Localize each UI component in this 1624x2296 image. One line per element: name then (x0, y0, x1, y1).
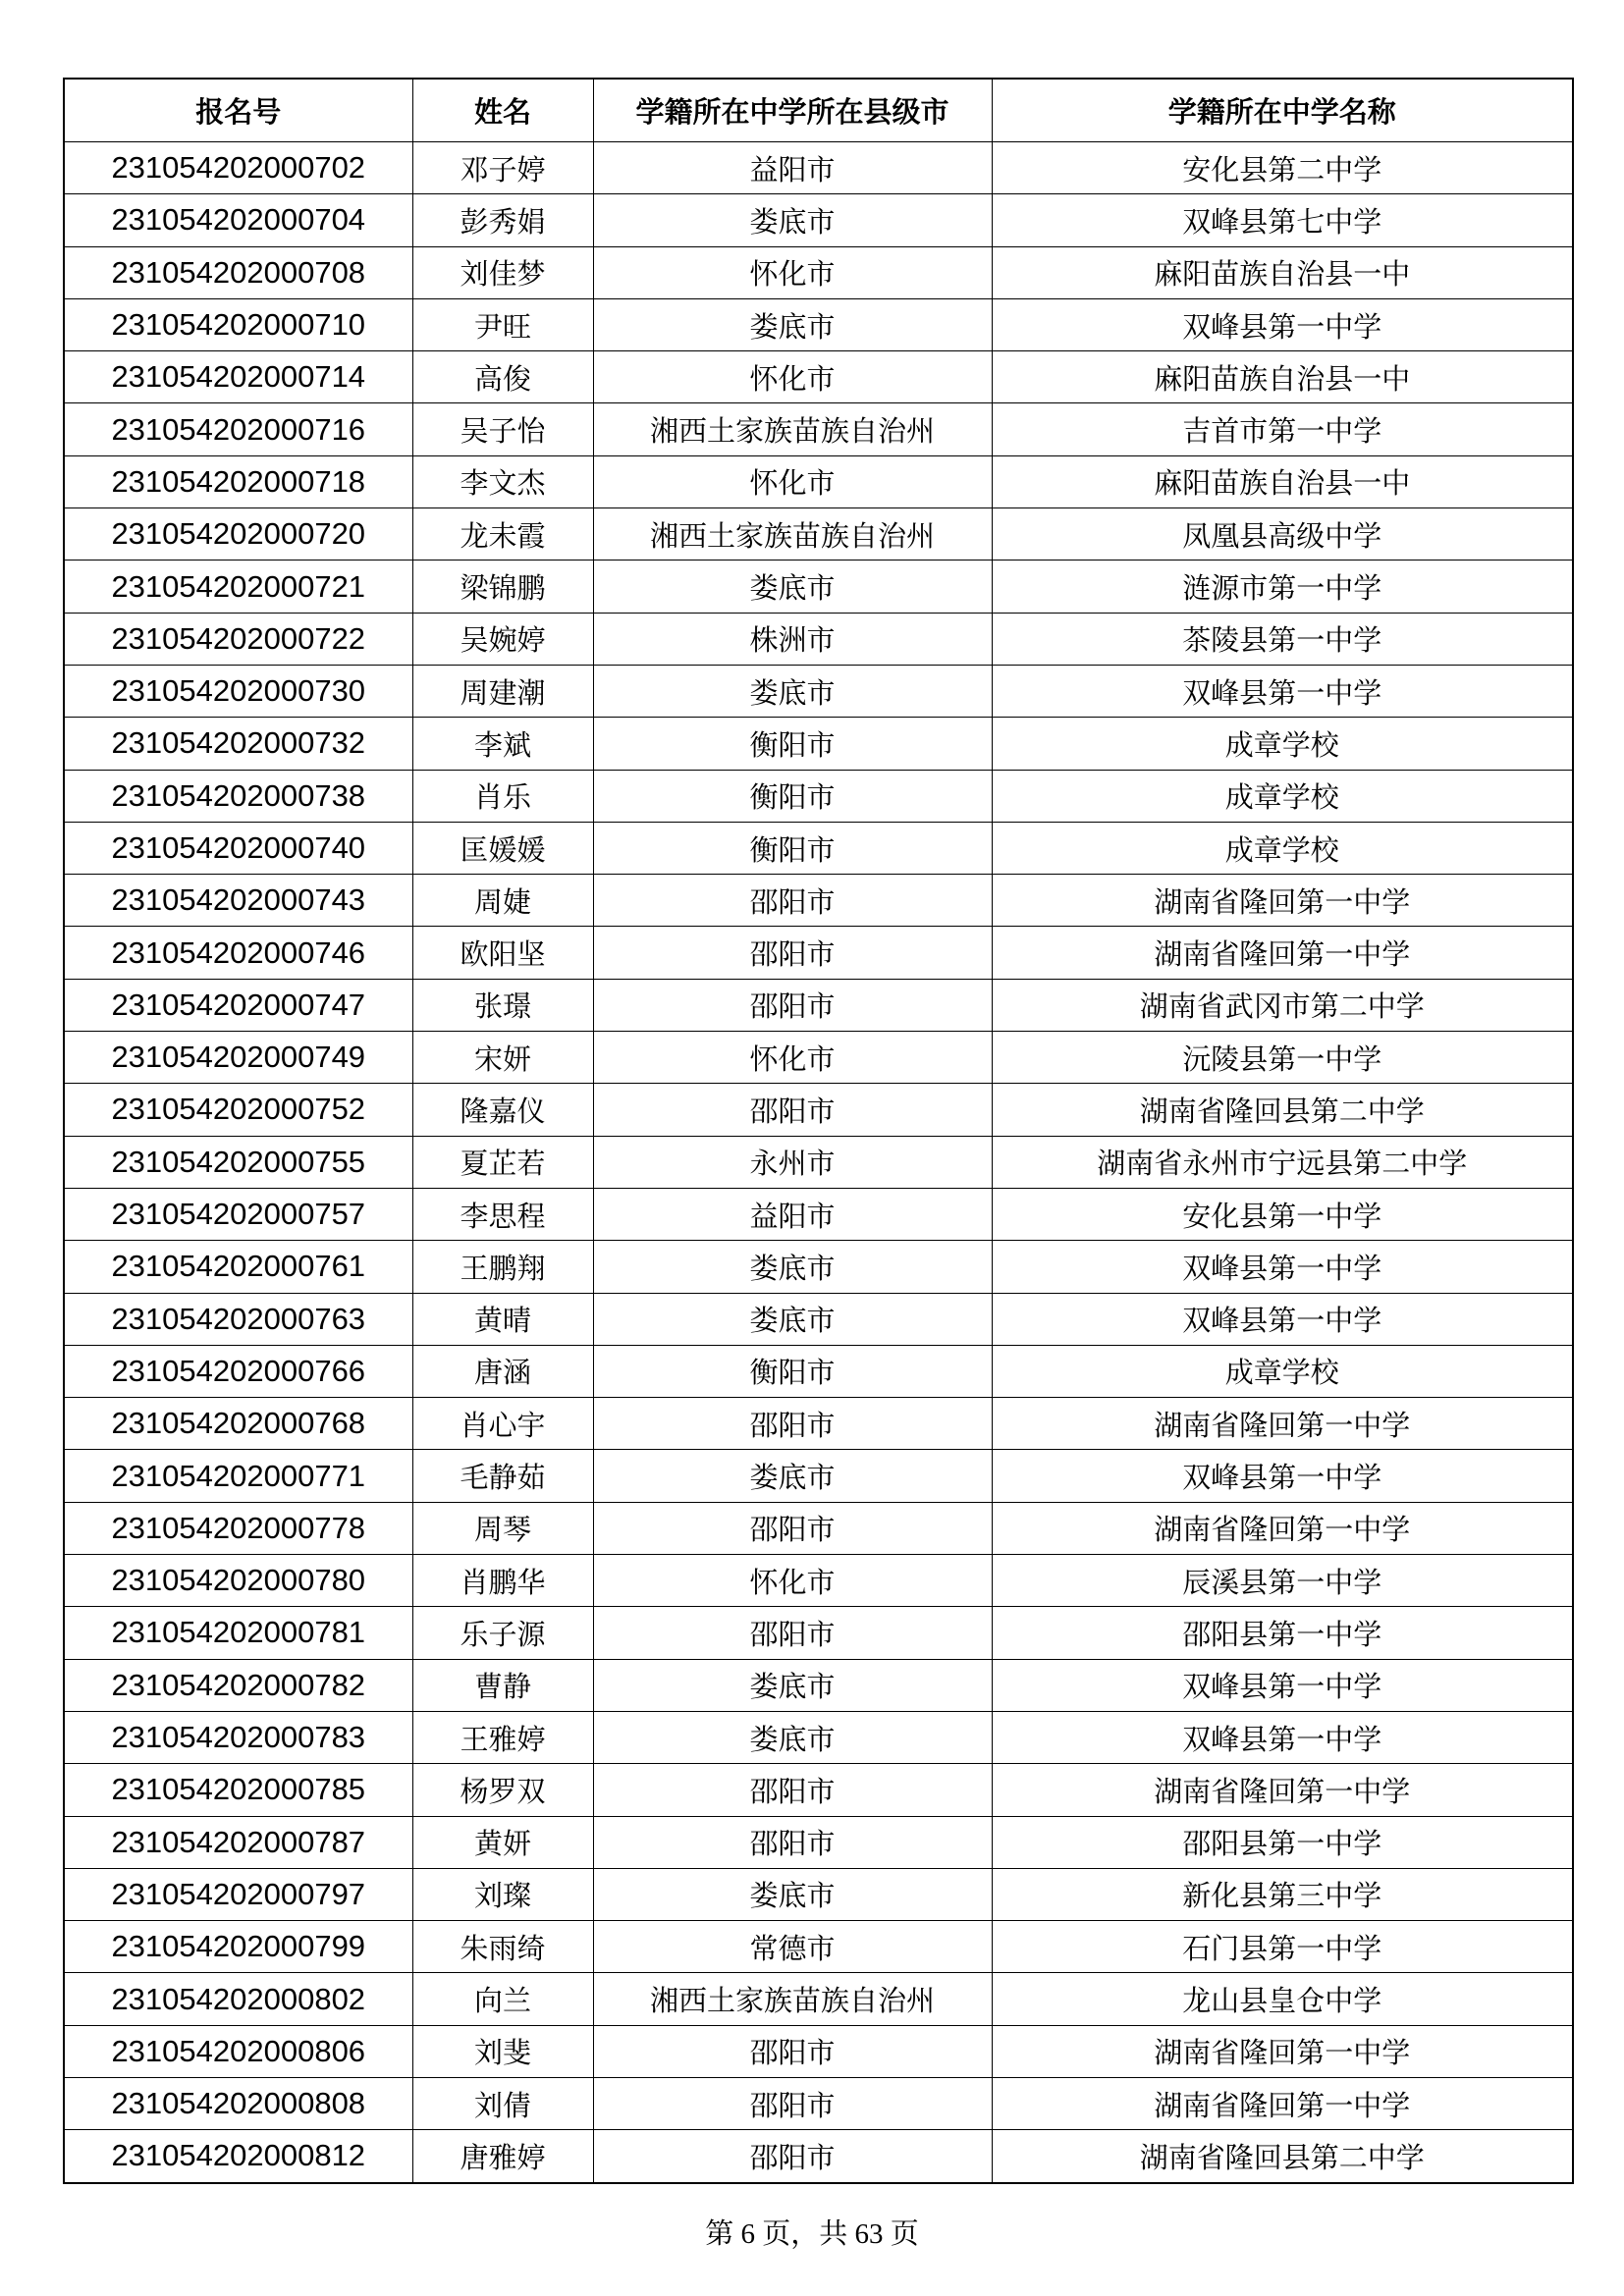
registration-number-cell: 231054202000702 (64, 142, 412, 194)
school-name-cell: 茶陵县第一中学 (992, 613, 1573, 665)
school-name-cell: 双峰县第一中学 (992, 298, 1573, 350)
registration-number-cell: 231054202000752 (64, 1084, 412, 1136)
school-city-cell: 株洲市 (593, 613, 992, 665)
school-name-cell: 双峰县第一中学 (992, 1711, 1573, 1763)
registration-number-cell: 231054202000778 (64, 1502, 412, 1554)
school-name-cell: 邵阳县第一中学 (992, 1816, 1573, 1868)
school-city-cell: 湘西土家族苗族自治州 (593, 403, 992, 455)
school-city-cell: 邵阳市 (593, 875, 992, 927)
registration-number-cell: 231054202000768 (64, 1398, 412, 1450)
school-name-cell: 湖南省隆回第一中学 (992, 1398, 1573, 1450)
table-row (64, 455, 1573, 507)
registration-number-cell: 231054202000708 (64, 246, 412, 298)
school-name-cell: 湖南省隆回第一中学 (992, 2025, 1573, 2077)
registration-number-cell: 231054202000806 (64, 2025, 412, 2077)
header-registration-number: 报名号 (64, 79, 412, 142)
table-row (64, 2025, 1573, 2077)
registration-number-cell: 231054202000808 (64, 2077, 412, 2129)
student-name-cell: 向兰 (412, 1973, 593, 2025)
school-city-cell: 娄底市 (593, 665, 992, 717)
table-row (64, 1084, 1573, 1136)
student-name-cell: 唐雅婷 (412, 2130, 593, 2183)
student-name-cell: 夏芷若 (412, 1136, 593, 1188)
table-row (64, 1345, 1573, 1397)
table-row (64, 1241, 1573, 1293)
table-header (64, 79, 1573, 142)
school-name-cell: 新化县第三中学 (992, 1868, 1573, 1920)
school-name-cell: 成章学校 (992, 718, 1573, 770)
student-name-cell: 龙未霞 (412, 508, 593, 561)
school-name-cell: 湖南省武冈市第二中学 (992, 979, 1573, 1031)
table-row (64, 1973, 1573, 2025)
school-city-cell: 常德市 (593, 1921, 992, 1973)
table-row (64, 298, 1573, 350)
school-name-cell: 麻阳苗族自治县一中 (992, 246, 1573, 298)
student-name-cell: 梁锦鹏 (412, 561, 593, 613)
roster-table (63, 78, 1574, 2184)
registration-number-cell: 231054202000722 (64, 613, 412, 665)
header-school-city: 学籍所在中学所在县级市 (593, 79, 992, 142)
table-row (64, 927, 1573, 979)
student-name-cell: 邓子婷 (412, 142, 593, 194)
school-city-cell: 娄底市 (593, 194, 992, 246)
table-row (64, 1868, 1573, 1920)
school-name-cell: 双峰县第七中学 (992, 194, 1573, 246)
school-city-cell: 湘西土家族苗族自治州 (593, 1973, 992, 2025)
school-name-cell: 邵阳县第一中学 (992, 1607, 1573, 1659)
registration-number-cell: 231054202000710 (64, 298, 412, 350)
school-city-cell: 怀化市 (593, 351, 992, 403)
school-name-cell: 湖南省隆回县第二中学 (992, 1084, 1573, 1136)
student-name-cell: 刘斐 (412, 2025, 593, 2077)
registration-number-cell: 231054202000738 (64, 770, 412, 822)
student-name-cell: 周琴 (412, 1502, 593, 1554)
student-name-cell: 匡媛媛 (412, 822, 593, 874)
registration-number-cell: 231054202000780 (64, 1555, 412, 1607)
table-row (64, 561, 1573, 613)
student-name-cell: 刘倩 (412, 2077, 593, 2129)
table-row (64, 2077, 1573, 2129)
table-row (64, 1555, 1573, 1607)
student-name-cell: 李文杰 (412, 455, 593, 507)
registration-number-cell: 231054202000766 (64, 1345, 412, 1397)
table-row (64, 1136, 1573, 1188)
student-name-cell: 彭秀娟 (412, 194, 593, 246)
table-row (64, 979, 1573, 1031)
school-city-cell: 娄底市 (593, 561, 992, 613)
table-row (64, 1607, 1573, 1659)
school-city-cell: 怀化市 (593, 246, 992, 298)
student-name-cell: 肖鹏华 (412, 1555, 593, 1607)
school-name-cell: 成章学校 (992, 1345, 1573, 1397)
school-name-cell: 双峰县第一中学 (992, 1450, 1573, 1502)
table-row (64, 1659, 1573, 1711)
school-city-cell: 永州市 (593, 1136, 992, 1188)
student-name-cell: 肖心宇 (412, 1398, 593, 1450)
student-name-cell: 王雅婷 (412, 1711, 593, 1763)
school-city-cell: 娄底市 (593, 298, 992, 350)
table-row (64, 1032, 1573, 1084)
school-city-cell: 邵阳市 (593, 1816, 992, 1868)
school-name-cell: 凤凰县高级中学 (992, 508, 1573, 561)
student-name-cell: 王鹏翔 (412, 1241, 593, 1293)
school-name-cell: 湖南省隆回第一中学 (992, 875, 1573, 927)
student-name-cell: 毛静茹 (412, 1450, 593, 1502)
registration-number-cell: 231054202000730 (64, 665, 412, 717)
student-name-cell: 吴婉婷 (412, 613, 593, 665)
registration-number-cell: 231054202000757 (64, 1188, 412, 1240)
registration-number-cell: 231054202000799 (64, 1921, 412, 1973)
page-footer: 第 6 页，共 63 页 (705, 2218, 919, 2250)
school-city-cell: 益阳市 (593, 142, 992, 194)
student-name-cell: 唐涵 (412, 1345, 593, 1397)
school-name-cell: 成章学校 (992, 770, 1573, 822)
registration-number-cell: 231054202000785 (64, 1764, 412, 1816)
student-name-cell: 杨罗双 (412, 1764, 593, 1816)
header-row (64, 79, 1573, 142)
school-name-cell: 湖南省隆回第一中学 (992, 1764, 1573, 1816)
registration-number-cell: 231054202000761 (64, 1241, 412, 1293)
registration-number-cell: 231054202000732 (64, 718, 412, 770)
school-city-cell: 衡阳市 (593, 1345, 992, 1397)
school-city-cell: 怀化市 (593, 1555, 992, 1607)
table-row (64, 246, 1573, 298)
school-name-cell: 沅陵县第一中学 (992, 1032, 1573, 1084)
table-row (64, 1921, 1573, 1973)
school-name-cell: 湖南省永州市宁远县第二中学 (992, 1136, 1573, 1188)
table-row (64, 1293, 1573, 1345)
registration-number-cell: 231054202000782 (64, 1659, 412, 1711)
school-name-cell: 龙山县皇仓中学 (992, 1973, 1573, 2025)
school-name-cell: 安化县第二中学 (992, 142, 1573, 194)
student-name-cell: 尹旺 (412, 298, 593, 350)
school-city-cell: 衡阳市 (593, 822, 992, 874)
school-city-cell: 邵阳市 (593, 1398, 992, 1450)
student-name-cell: 曹静 (412, 1659, 593, 1711)
student-name-cell: 朱雨绮 (412, 1921, 593, 1973)
registration-number-cell: 231054202000746 (64, 927, 412, 979)
registration-number-cell: 231054202000743 (64, 875, 412, 927)
school-city-cell: 娄底市 (593, 1659, 992, 1711)
school-city-cell: 邵阳市 (593, 979, 992, 1031)
school-city-cell: 娄底市 (593, 1293, 992, 1345)
registration-number-cell: 231054202000783 (64, 1711, 412, 1763)
student-name-cell: 黄晴 (412, 1293, 593, 1345)
table-row (64, 875, 1573, 927)
table-row (64, 194, 1573, 246)
header-name: 姓名 (412, 79, 593, 142)
school-city-cell: 娄底市 (593, 1450, 992, 1502)
school-city-cell: 衡阳市 (593, 718, 992, 770)
table-row (64, 403, 1573, 455)
table-row (64, 665, 1573, 717)
school-city-cell: 邵阳市 (593, 1764, 992, 1816)
registration-number-cell: 231054202000802 (64, 1973, 412, 2025)
student-name-cell: 隆嘉仪 (412, 1084, 593, 1136)
registration-number-cell: 231054202000781 (64, 1607, 412, 1659)
school-name-cell: 双峰县第一中学 (992, 1659, 1573, 1711)
student-name-cell: 黄妍 (412, 1816, 593, 1868)
student-name-cell: 欧阳坚 (412, 927, 593, 979)
school-city-cell: 怀化市 (593, 455, 992, 507)
table-row (64, 351, 1573, 403)
student-name-cell: 高俊 (412, 351, 593, 403)
school-city-cell: 娄底市 (593, 1868, 992, 1920)
school-name-cell: 涟源市第一中学 (992, 561, 1573, 613)
school-city-cell: 娄底市 (593, 1711, 992, 1763)
school-city-cell: 邵阳市 (593, 1084, 992, 1136)
registration-number-cell: 231054202000755 (64, 1136, 412, 1188)
school-name-cell: 安化县第一中学 (992, 1188, 1573, 1240)
school-name-cell: 辰溪县第一中学 (992, 1555, 1573, 1607)
table-row (64, 1816, 1573, 1868)
student-name-cell: 周婕 (412, 875, 593, 927)
table-row (64, 142, 1573, 194)
table-row (64, 822, 1573, 874)
table-row (64, 718, 1573, 770)
student-name-cell: 宋妍 (412, 1032, 593, 1084)
student-name-cell: 张璟 (412, 979, 593, 1031)
school-name-cell: 双峰县第一中学 (992, 665, 1573, 717)
table-row (64, 2130, 1573, 2183)
school-name-cell: 麻阳苗族自治县一中 (992, 455, 1573, 507)
student-name-cell: 肖乐 (412, 770, 593, 822)
table-row (64, 770, 1573, 822)
registration-number-cell: 231054202000704 (64, 194, 412, 246)
registration-number-cell: 231054202000763 (64, 1293, 412, 1345)
registration-number-cell: 231054202000718 (64, 455, 412, 507)
school-city-cell: 邵阳市 (593, 2077, 992, 2129)
school-city-cell: 邵阳市 (593, 2130, 992, 2183)
student-name-cell: 刘璨 (412, 1868, 593, 1920)
registration-number-cell: 231054202000714 (64, 351, 412, 403)
school-name-cell: 双峰县第一中学 (992, 1293, 1573, 1345)
registration-number-cell: 231054202000771 (64, 1450, 412, 1502)
table-row (64, 1450, 1573, 1502)
school-name-cell: 湖南省隆回县第二中学 (992, 2130, 1573, 2183)
school-name-cell: 湖南省隆回第一中学 (992, 1502, 1573, 1554)
table-row (64, 1711, 1573, 1763)
school-name-cell: 湖南省隆回第一中学 (992, 2077, 1573, 2129)
registration-number-cell: 231054202000721 (64, 561, 412, 613)
school-city-cell: 怀化市 (593, 1032, 992, 1084)
roster-sheet (63, 78, 1572, 2184)
registration-number-cell: 231054202000716 (64, 403, 412, 455)
header-school-name: 学籍所在中学名称 (992, 79, 1573, 142)
school-city-cell: 邵阳市 (593, 1502, 992, 1554)
registration-number-cell: 231054202000787 (64, 1816, 412, 1868)
school-name-cell: 成章学校 (992, 822, 1573, 874)
school-city-cell: 湘西土家族苗族自治州 (593, 508, 992, 561)
school-city-cell: 益阳市 (593, 1188, 992, 1240)
student-name-cell: 李斌 (412, 718, 593, 770)
school-city-cell: 邵阳市 (593, 1607, 992, 1659)
school-name-cell: 吉首市第一中学 (992, 403, 1573, 455)
table-body (64, 142, 1573, 2183)
registration-number-cell: 231054202000812 (64, 2130, 412, 2183)
table-row (64, 508, 1573, 561)
student-name-cell: 乐子源 (412, 1607, 593, 1659)
student-name-cell: 李思程 (412, 1188, 593, 1240)
registration-number-cell: 231054202000720 (64, 508, 412, 561)
registration-number-cell: 231054202000797 (64, 1868, 412, 1920)
school-city-cell: 邵阳市 (593, 2025, 992, 2077)
student-name-cell: 刘佳梦 (412, 246, 593, 298)
school-city-cell: 娄底市 (593, 1241, 992, 1293)
student-name-cell: 吴子怡 (412, 403, 593, 455)
school-name-cell: 湖南省隆回第一中学 (992, 927, 1573, 979)
school-name-cell: 麻阳苗族自治县一中 (992, 351, 1573, 403)
table-row (64, 613, 1573, 665)
registration-number-cell: 231054202000749 (64, 1032, 412, 1084)
school-city-cell: 邵阳市 (593, 927, 992, 979)
registration-number-cell: 231054202000747 (64, 979, 412, 1031)
table-row (64, 1764, 1573, 1816)
student-name-cell: 周建潮 (412, 665, 593, 717)
table-row (64, 1502, 1573, 1554)
school-city-cell: 衡阳市 (593, 770, 992, 822)
registration-number-cell: 231054202000740 (64, 822, 412, 874)
table-row (64, 1398, 1573, 1450)
school-name-cell: 石门县第一中学 (992, 1921, 1573, 1973)
school-name-cell: 双峰县第一中学 (992, 1241, 1573, 1293)
table-row (64, 1188, 1573, 1240)
